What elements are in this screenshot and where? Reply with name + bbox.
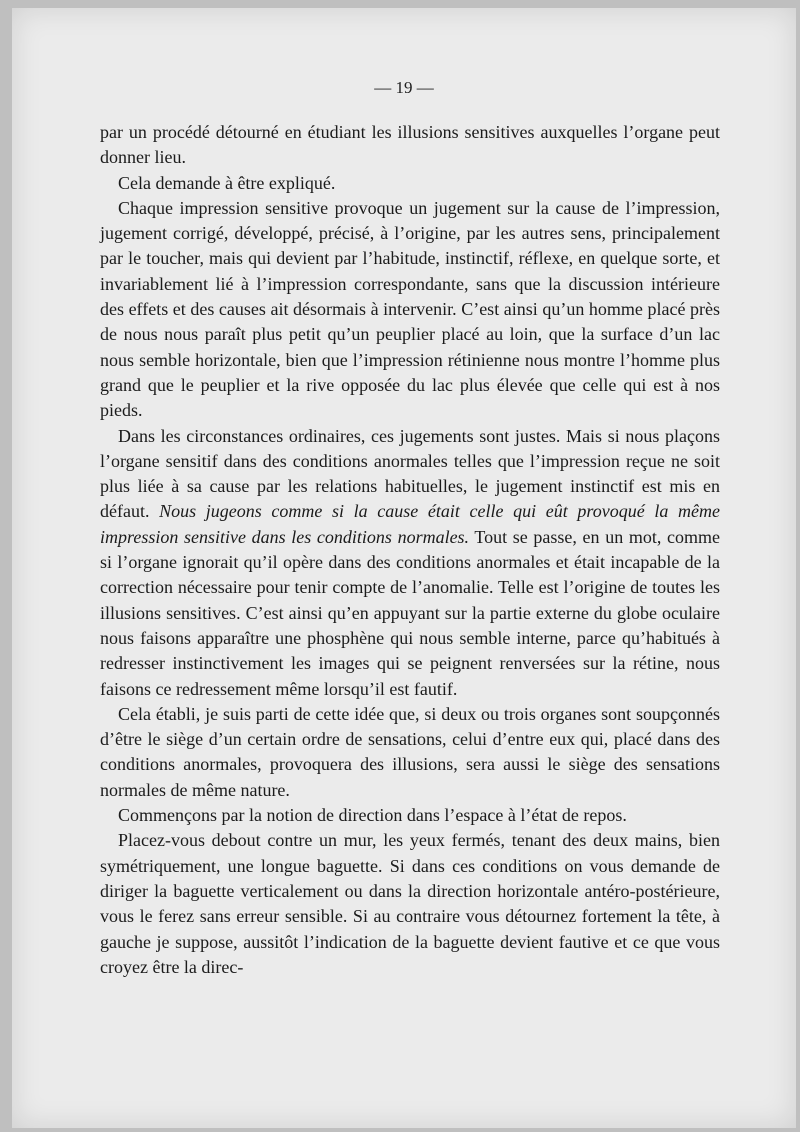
paragraph: Chaque impression sensitive provoque un jugement sur la cause de l’impression, jugement corrigé, développé, précisé, à l’origine, par les autres sens, principalement par le toucher, mais qui devient par l’habitude, instinctif, réflexe, en quelque sorte, et invariablement lié à l’impression correspondante, sans que la discussion intérieure des effets et des causes ait désormais à intervenir. C’est ainsi qu’un homme placé près de nous nous paraît plus petit qu’un peuplier placé au loin, que la surface d’un lac nous semble horizontale, bien que l’impression rétinienne nous montre l’homme plus grand que le peuplier et la rive opposée du lac plus élevée que celle qui est à nos pieds. (100, 197, 720, 421)
paragraph: Placez-vous debout contre un mur, les yeux fermés, tenant des deux mains, bien symétriquement, une longue baguette. Si dans ces conditions on vous demande de diriger la baguette verticalement ou dans la direction horizontale antéro-postérieure, vous le ferez sans erreur sensible. Si au contraire vous détournez fortement la tête, à gauche je suppose, aussitôt l’indication de la baguette devient fautive et ce que vous croyez être la direc- (100, 830, 720, 977)
paragraph: par un procédé détourné en étudiant les illusions sensitives auxquelles l’organe peut donner lieu. (100, 122, 720, 168)
book-page (12, 8, 796, 1128)
paragraph: Commençons par la notion de direction dans l’espace à l’état de repos. (118, 805, 627, 826)
paragraph-text: Tout se passe, en un mot, comme si l’organe ignorait qu’il opère dans des conditions anormales et était incapable de la correction nécessaire pour tenir compte de l’anomalie. Telle est l’origine de toutes les illusions sensitives. C’est ainsi qu’en appuyant sur la partie externe du globe oculaire nous faisons apparaître une phosphène qui nous semble interne, parce qu’habitués à redresser instinctivement les images qui se peignent renversées sur la rétine, nous faisons ce redressement même lorsqu’il est fautif. (100, 526, 720, 699)
body-text (100, 120, 720, 980)
paragraph: Cela demande à être expliqué. (118, 172, 336, 193)
paragraph (100, 424, 720, 702)
italic-statement: Nous jugeons comme si la cause était celle qui eût provoqué la même impression sensitive dans les conditions normales. (100, 501, 721, 547)
page-number: — 19 — (374, 78, 434, 97)
paragraph-text: Dans les circonstances ordinaires, ces jugements sont justes. Mais si nous plaçons l’organe sensitif dans des conditions anormales telles que l’impression reçue ne soit plus liée à sa cause par les relations habituelles, le jugement instinctif est mis en défaut. (100, 425, 720, 522)
paragraph: Cela établi, je suis parti de cette idée que, si deux ou trois organes sont soupçonnés d’être le siège d’un certain ordre de sensations, celui d’entre eux qui, placé dans des conditions anormales, provoquera des illusions, sera aussi le siège des sensations normales de même nature. (100, 703, 720, 800)
